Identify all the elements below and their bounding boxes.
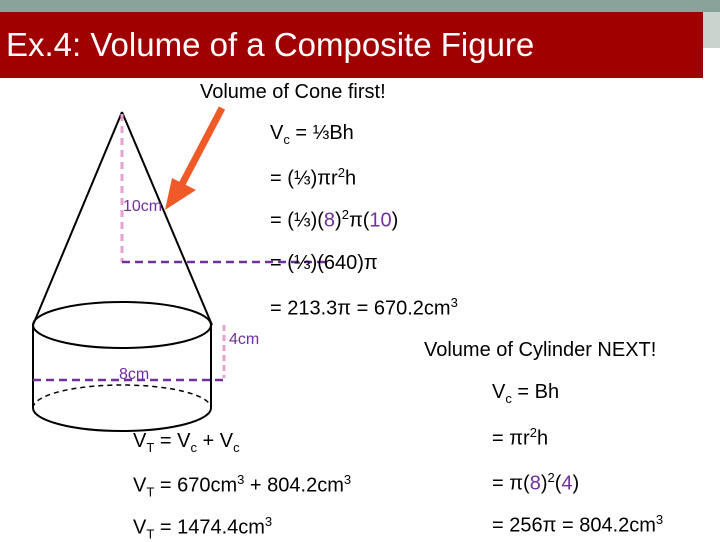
total-substitution: $V_T = 670cm^3 + 804.2cm^3$: [133, 472, 352, 500]
slide-title: Ex.4: Volume of a Composite Figure: [6, 26, 535, 63]
cone-height-label: 10cm: [123, 198, 163, 215]
cone-step-3: = (⅓)(640)π: [270, 252, 378, 274]
total-formula: $V_T = V_c + V_c$: [133, 430, 240, 455]
cone-heading: Volume of Cone first!: [200, 81, 386, 103]
total-result: $V_T = 1474.4cm^3$: [133, 514, 273, 542]
arrow-head: [165, 178, 196, 210]
cylinder-heading: Volume of Cylinder NEXT!: [424, 339, 657, 361]
diameter-label: 8cm: [119, 366, 150, 383]
cylinder-bottom-back: [33, 385, 211, 408]
arrow-shaft: [180, 108, 222, 188]
cylinder-step-2: = $\pi(8)^2(4)$: [492, 470, 580, 495]
cylinder-bottom-front: [33, 408, 211, 431]
cylinder-formula: $V_c = Bh$: [492, 381, 560, 406]
cone-right-edge: [122, 112, 212, 325]
cone-step-2: = $(\frac{1}{3})(8)^2\pi(10)$: [270, 207, 399, 232]
cone-step-4: = $213.3\pi = 670.2cm^3$: [270, 295, 458, 320]
cylinder-step-1: = $\pi r^2h$: [492, 425, 549, 450]
cylinder-step-3: = $256\pi = 804.2cm^3$: [492, 512, 664, 537]
cone-step-1: = $(\frac{1}{3})\pi r^2h$: [270, 165, 357, 190]
cylinder-top-ellipse: [33, 302, 211, 348]
cylinder-height-label: 4cm: [229, 331, 260, 348]
cone-formula: $V_c$ = ⅓Bh: [270, 122, 354, 147]
cone-left-edge: [33, 112, 122, 325]
